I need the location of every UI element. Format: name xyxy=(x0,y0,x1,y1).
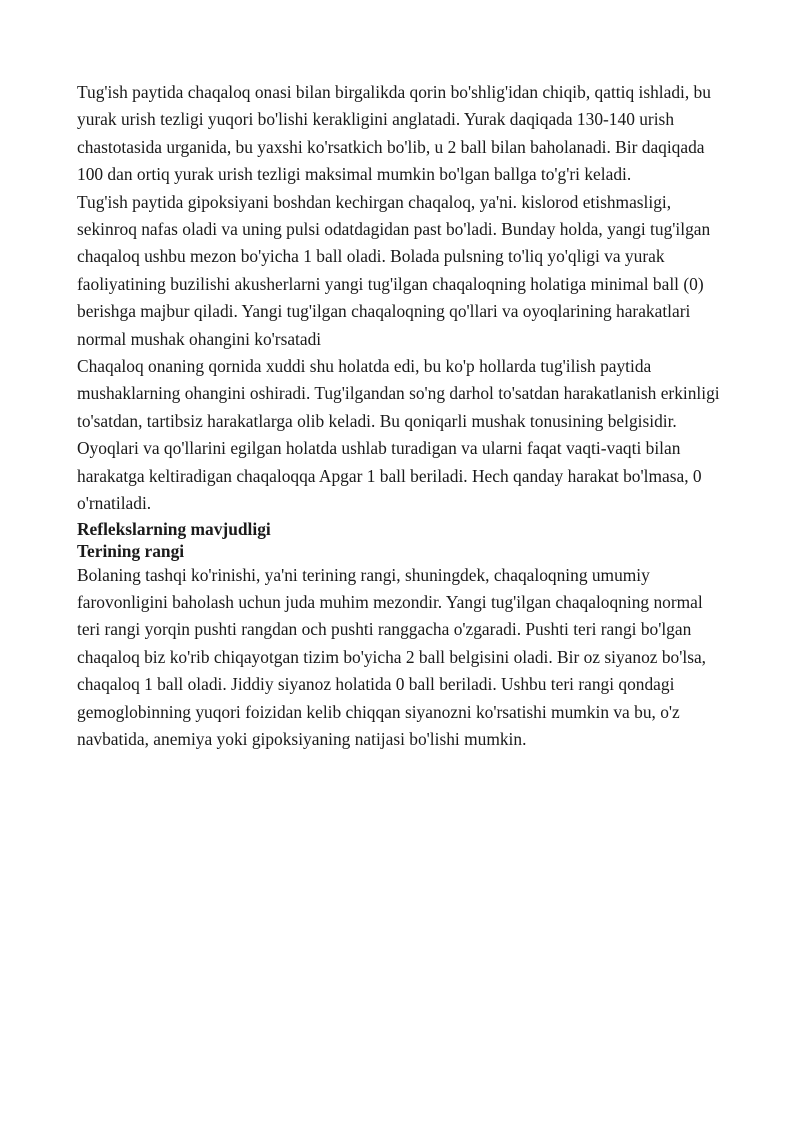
paragraph-muscle-tone: Chaqaloq onaning qornida xuddi shu holatda edi, bu ko'p hollarda tug'ilish paytida mushaklarning ohangini oshiradi. Tug'ilgandan so'ng darhol to'satdan harakatlanish erkinligi to'satdan, tartibsiz harakatlarga olib keladi. Bu qoniqarli mushak tonusining belgisidir. xyxy=(77,356,720,431)
heading-reflexes: Reflekslarning mavjudligi xyxy=(77,518,271,539)
paragraph-apgar-movement: Oyoqlari va qo'llarini egilgan holatda ushlab turadigan va ularni faqat vaqti-vaqti bilan harakatga keltiradigan chaqaloqqa Apgar 1 ball beriladi. Hech qanday harakat bo'lmasa, 0 o'rnatiladi. xyxy=(77,438,702,514)
paragraph-skin-color: Bolaning tashqi ko'rinishi, ya'ni terining rangi, shuningdek, chaqaloqning umumiy farovonligini baholash uchun juda muhim mezondir. Yangi tug'ilgan chaqaloqning normal teri rangi yorqin pushti rangdan och pushti ranggacha o'zgaradi. Pushti teri rangi bo'lgan chaqaloq biz ko'rib chiqayotgan tizim bo'yicha 2 ball belgisini oladi. Bir oz siyanoz bo'lsa, chaqaloq 1 ball oladi. Jiddiy siyanoz holatida 0 ball beriladi. Ushbu teri rangi qondagi gemoglobinning yuqori foizidan kelib chiqqan siyanozni ko'rsatishi mumkin va bu, o'z navbatida, anemiya yoki gipoksiyaning natijasi bo'lishi mumkin. xyxy=(77,564,707,749)
paragraph-heart-rate: Tug'ish paytida chaqaloq onasi bilan birgalikda qorin bo'shlig'idan chiqib, qattiq ishladi, bu yurak urish tezligi yuqori bo'lishi kerakligini anglatadi. Yurak daqiqada 130-140 urish chastotasida urganida, bu yaxshi ko'rsatkich bo'lib, u 2 ball bilan baholanadi. Bir daqiqada 100 dan ortiq yurak urish tezligi maksimal mumkin bo'lgan ballga to'g'ri keladi. xyxy=(77,82,711,185)
document-body xyxy=(77,79,727,753)
heading-skin-color: Terining rangi xyxy=(77,540,185,561)
section-headings xyxy=(77,518,727,562)
paragraph-hypoxia: Tug'ish paytida gipoksiyani boshdan kechirgan chaqaloq, ya'ni. kislorod etishmasligi, sekinroq nafas oladi va uning pulsi odatdagidan past bo'ladi. Bunday holda, yangi tug'ilgan chaqaloq ushbu mezon bo'yicha 1 ball oladi. Bolada pulsning to'liq yo'qligi va yurak faoliyatining buzilishi akusherlarni yangi tug'ilgan chaqaloqning holatiga minimal ball (0) berishga majbur qiladi. Yangi tug'ilgan chaqaloqning qo'llari va oyoqlarining harakatlari normal mushak ohangini ko'rsatadi xyxy=(77,191,711,349)
